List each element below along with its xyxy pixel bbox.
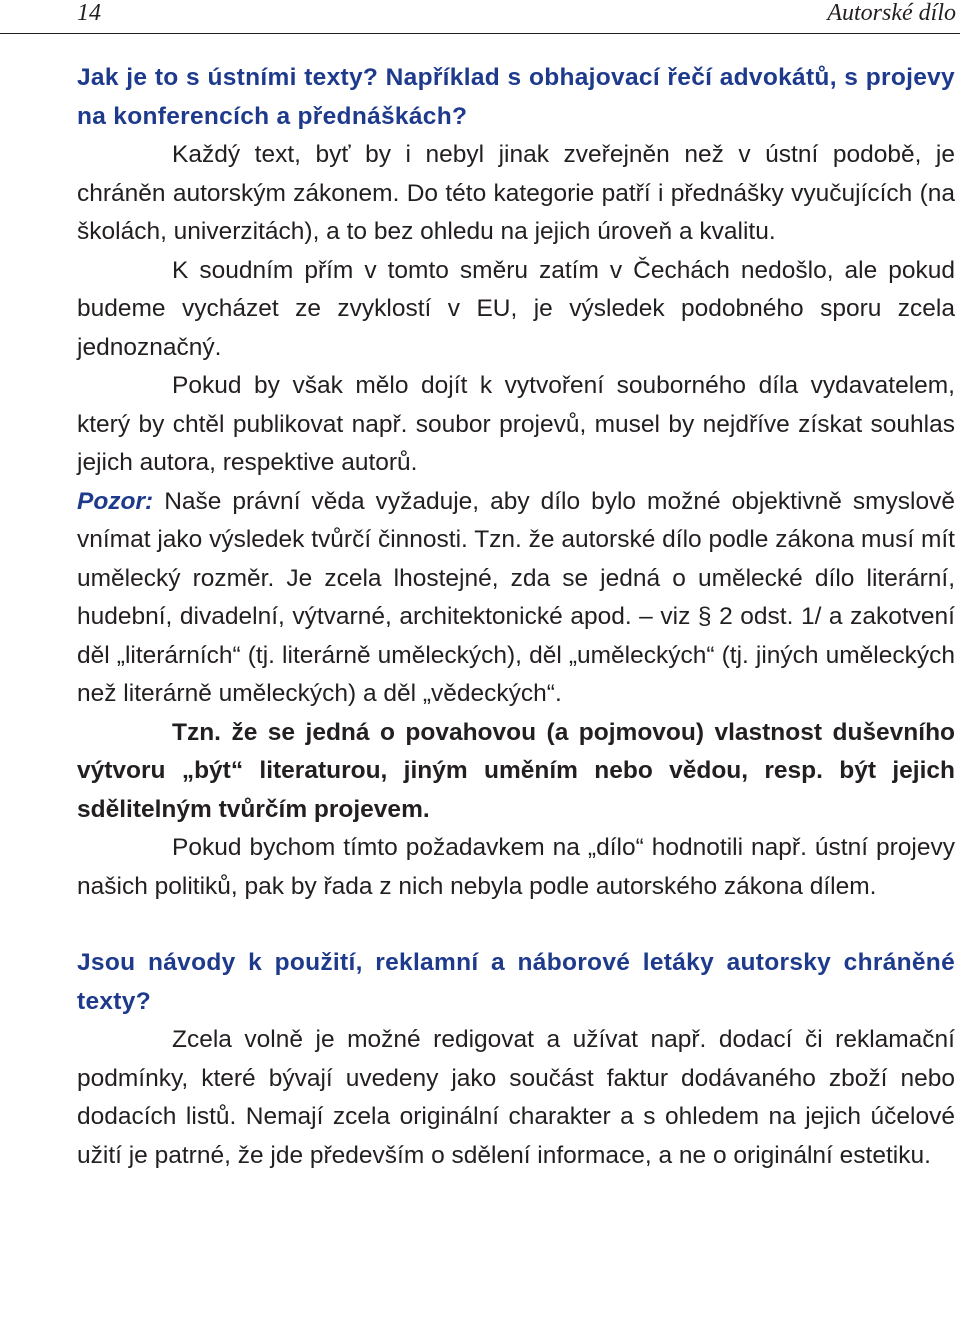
paragraph-collective-work: Pokud by však mělo dojít k vytvoření souborného díla vydavatelem, který by chtěl publikovat např. soubor projevů, musel by nejdříve získat souhlas jejich autora, respektive autorů. [77, 372, 955, 476]
section-heading-manuals: Jsou návody k použití, reklamní a náborové letáky autorsky chráněné texty? [77, 949, 955, 1015]
paragraph-pozor [77, 483, 955, 714]
paragraph-manuals: Zcela volně je možné redigovat a užívat např. dodací či reklamační podmínky, které bývají uvedeny jako součást faktur dodávaného zboží nebo dodacích listů. Nemají zcela originální charakter a s ohledem na jejich účelové užití je patrné, že jde především o sdělení informace, a ne o originální estetiku. [77, 1026, 955, 1169]
paragraph-court-disputes: K soudním přím v tomto směru zatím v Čechách nedošlo, ale pokud budeme vycházet ze zvyklostí v EU, je výsledek podobného sporu zcela jednoznačný. [77, 256, 955, 361]
pozor-label: Pozor: [77, 487, 154, 515]
paragraph-oral-texts-protected: Každý text, byť by i nebyl jinak zveřejněn než v ústní podobě, je chráněn autorským zákonem. Do této kategorie patří i přednášky vyučujících (na školách, univerzitách), a to bez ohledu na jejich úroveň a kvalitu. [77, 141, 955, 245]
paragraph-bold-definition: Tzn. že se jedná o povahovou (a pojmovou) vlastnost duševního výtvoru „být“ literaturou, jiným uměním nebo vědou, resp. být jejich sdělitelným tvůrčím projevem. [77, 718, 955, 823]
paragraph-politicians: Pokud bychom tímto požadavkem na „dílo“ hodnotili např. ústní projevy našich politiků, pak by řada z nich nebyla podle autorského zákona dílem. [77, 834, 955, 900]
page-number: 14 [77, 0, 101, 26]
pozor-text: Naše právní věda vyžaduje, aby dílo bylo možné objektivně smyslově vnímat jako výsledek tvůrčí činnosti. Tzn. že autorské dílo podle zákona musí mít umělecký rozměr. Je zcela lhostejné, zda se jedná o umělecké dílo literární, hudební, divadelní, výtvarné, architektonické apod. – viz § 2 odst. 1/ a zakotvení děl „literárních“ (tj. literárně uměleckých), děl „uměleckých“ (tj. jiných uměleckých než literárně uměleckých) a děl „vědeckých“. [77, 487, 955, 707]
page-body [77, 59, 955, 1175]
section-heading-oral-texts: Jak je to s ústními texty? Například s obhajovací řečí advokátů, s projevy na konferencích a přednáškách? [77, 64, 955, 130]
running-title: Autorské dílo [827, 0, 956, 26]
page-header [0, 0, 960, 34]
